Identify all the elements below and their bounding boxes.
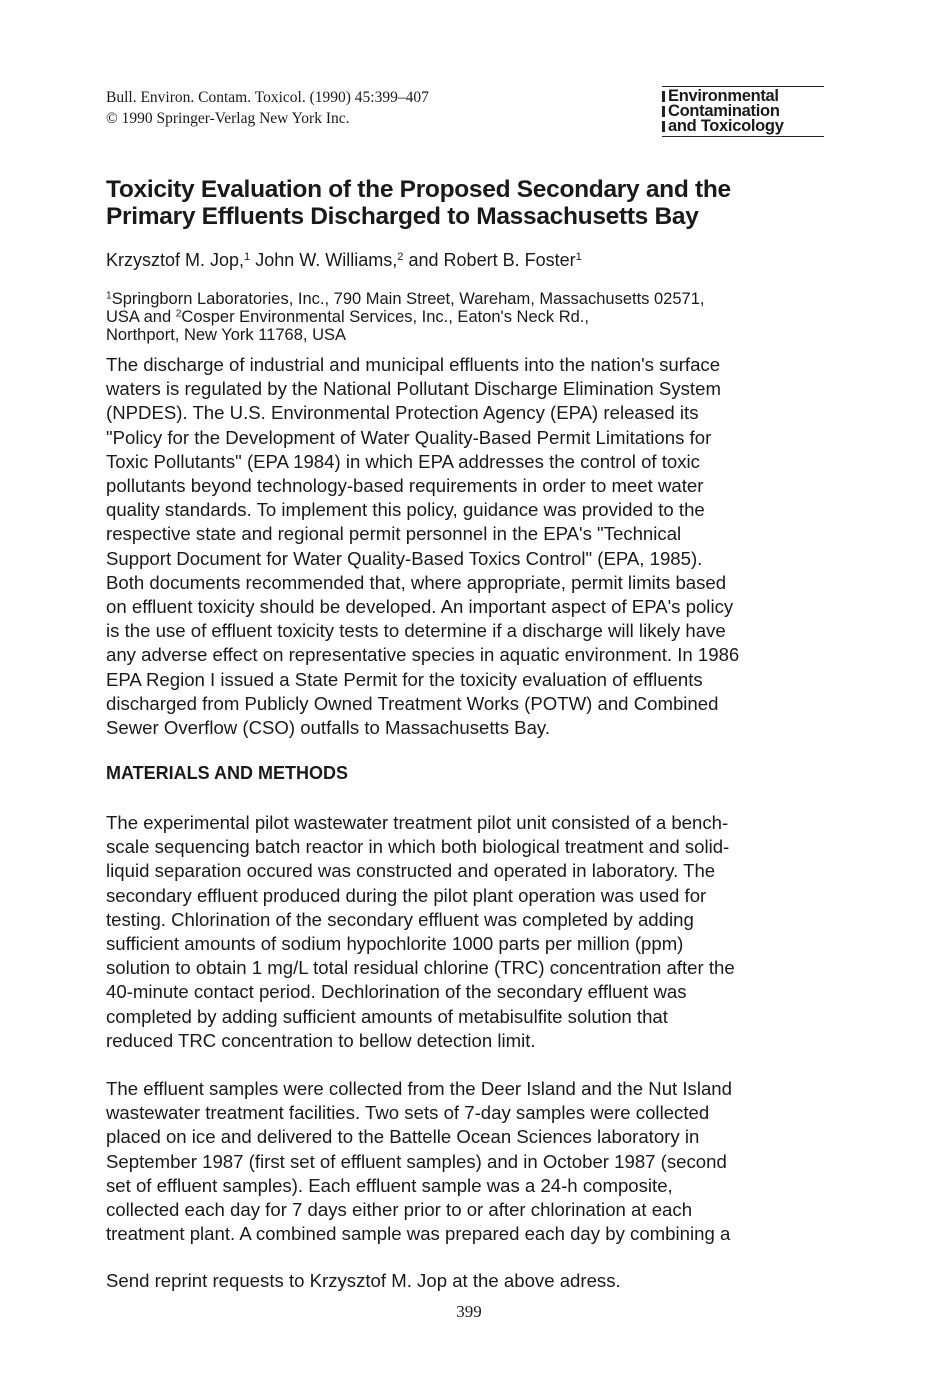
text-line: scale sequencing batch reactor in which both biological treatment and solid- bbox=[106, 836, 730, 858]
affiliation-line-2: USA and $^2$Cosper Environmental Services, Inc., Eaton's Neck Rd., bbox=[106, 308, 589, 326]
journal-citation bbox=[106, 87, 429, 129]
section-heading-materials-methods: MATERIALS AND METHODS bbox=[106, 763, 348, 783]
text-line: (NPDES). The U.S. Environmental Protection Agency (EPA) released its bbox=[106, 402, 699, 424]
text-line: The discharge of industrial and municipal effluents into the nation's surface bbox=[106, 354, 721, 375]
text-line: waters is regulated by the National Pollutant Discharge Elimination System bbox=[106, 378, 721, 400]
logo-tick bbox=[662, 91, 665, 102]
text-line: any adverse effect on representative species in aquatic environment. In 1986 bbox=[106, 644, 740, 666]
text-line: reduced TRC concentration to bellow detection limit. bbox=[106, 1029, 536, 1051]
journal-logo bbox=[662, 86, 824, 137]
introduction-paragraph bbox=[106, 353, 739, 740]
text-line: quality standards. To implement this policy, guidance was provided to the bbox=[106, 499, 705, 521]
author-1: Krzysztof M. Jop, bbox=[106, 250, 245, 270]
author-2: John W. Williams, bbox=[250, 250, 398, 270]
text-line: secondary effluent produced during the pilot plant operation was used for bbox=[106, 884, 707, 906]
text-line: discharged from Publicly Owned Treatment Works (POTW) and Combined bbox=[106, 692, 719, 714]
logo-tick bbox=[662, 106, 665, 117]
reprint-footnote: Send reprint requests to Krzysztof M. Jop at the above adress. bbox=[106, 1270, 621, 1291]
text-line: EPA Region I issued a State Permit for the toxicity evaluation of effluents bbox=[106, 668, 703, 690]
text-line: on effluent toxicity should be developed. An important aspect of EPA's policy bbox=[106, 596, 734, 618]
citation-line-2: © 1990 Springer-Verlag New York Inc. bbox=[106, 110, 350, 127]
author-2-affil-mark: 2 bbox=[397, 250, 404, 263]
text-line: completed by adding sufficient amounts of metabisulfite solution that bbox=[106, 1005, 668, 1027]
text-line: respective state and regional permit personnel in the EPA's "Technical bbox=[106, 523, 682, 545]
logo-bottom-rule bbox=[662, 136, 824, 137]
text-line: pollutants beyond technology-based requirements in order to meet water bbox=[106, 475, 704, 497]
text-line: Both documents recommended that, where appropriate, permit limits based bbox=[106, 571, 727, 593]
text-line: "Policy for the Development of Water Quality-Based Permit Limitations for bbox=[106, 426, 712, 448]
text-line: The effluent samples were collected from the Deer Island and the Nut Island bbox=[106, 1078, 732, 1099]
text-line: placed on ice and delivered to the Battelle Ocean Sciences laboratory in bbox=[106, 1126, 700, 1148]
text-line: Sewer Overflow (CSO) outfalls to Massachusetts Bay. bbox=[106, 717, 550, 739]
author-3-affil-mark: 1 bbox=[575, 250, 582, 263]
logo-line-1: Environmental bbox=[662, 89, 824, 104]
logo-tick bbox=[662, 121, 665, 132]
text-line: sufficient amounts of sodium hypochlorite 1000 parts per million (ppm) bbox=[106, 933, 684, 955]
text-line: treatment plant. A combined sample was prepared each day by combining a bbox=[106, 1223, 731, 1245]
text-line: 40-minute contact period. Dechlorination of the secondary effluent was bbox=[106, 981, 687, 1003]
text-line: solution to obtain 1 mg/L total residual chlorine (TRC) concentration after the bbox=[106, 957, 735, 979]
text-line: wastewater treatment facilities. Two sets of 7-day samples were collected bbox=[106, 1102, 710, 1124]
text-line: set of effluent samples). Each effluent sample was a 24-h composite, bbox=[106, 1174, 673, 1196]
title-line-1: Toxicity Evaluation of the Proposed Secondary and the bbox=[106, 176, 731, 203]
text-line: Toxic Pollutants" (EPA 1984) in which EPA addresses the control of toxic bbox=[106, 450, 700, 472]
page-number: 399 bbox=[456, 1302, 482, 1321]
text-line: collected each day for 7 days either prior to or after chlorination at each bbox=[106, 1199, 693, 1221]
logo-line-3: and Toxicology bbox=[662, 119, 824, 134]
text-line: September 1987 (first set of effluent samples) and in October 1987 (second bbox=[106, 1150, 727, 1172]
methods-paragraph-2 bbox=[106, 1077, 732, 1246]
text-line: liquid separation occured was constructed and operated in laboratory. The bbox=[106, 860, 716, 882]
text-line: Support Document for Water Quality-Based Toxics Control" (EPA, 1985). bbox=[106, 547, 703, 569]
logo-line-2: Contamination bbox=[662, 104, 824, 119]
methods-paragraph-1 bbox=[106, 811, 735, 1053]
title-line-2: Primary Effluents Discharged to Massachusetts Bay bbox=[106, 203, 699, 230]
affiliation-line-1: $^1$Springborn Laboratories, Inc., 790 Main Street, Wareham, Massachusetts 02571, bbox=[106, 290, 705, 308]
text-line: testing. Chlorination of the secondary effluent was completed by adding bbox=[106, 908, 694, 930]
author-3: and Robert B. Foster bbox=[403, 250, 576, 270]
text-line: is the use of effluent toxicity tests to determine if a discharge will likely have bbox=[106, 620, 726, 642]
article-title bbox=[106, 176, 731, 230]
citation-line-1: Bull. Environ. Contam. Toxicol. (1990) 45:399–407 bbox=[106, 89, 429, 106]
affiliation-line-3: Northport, New York 11768, USA bbox=[106, 326, 346, 344]
affiliations bbox=[106, 290, 704, 344]
text-line: The experimental pilot wastewater treatment pilot unit consisted of a bench- bbox=[106, 812, 729, 833]
author-1-affil-mark: 1 bbox=[244, 250, 251, 263]
author-list bbox=[106, 249, 582, 271]
